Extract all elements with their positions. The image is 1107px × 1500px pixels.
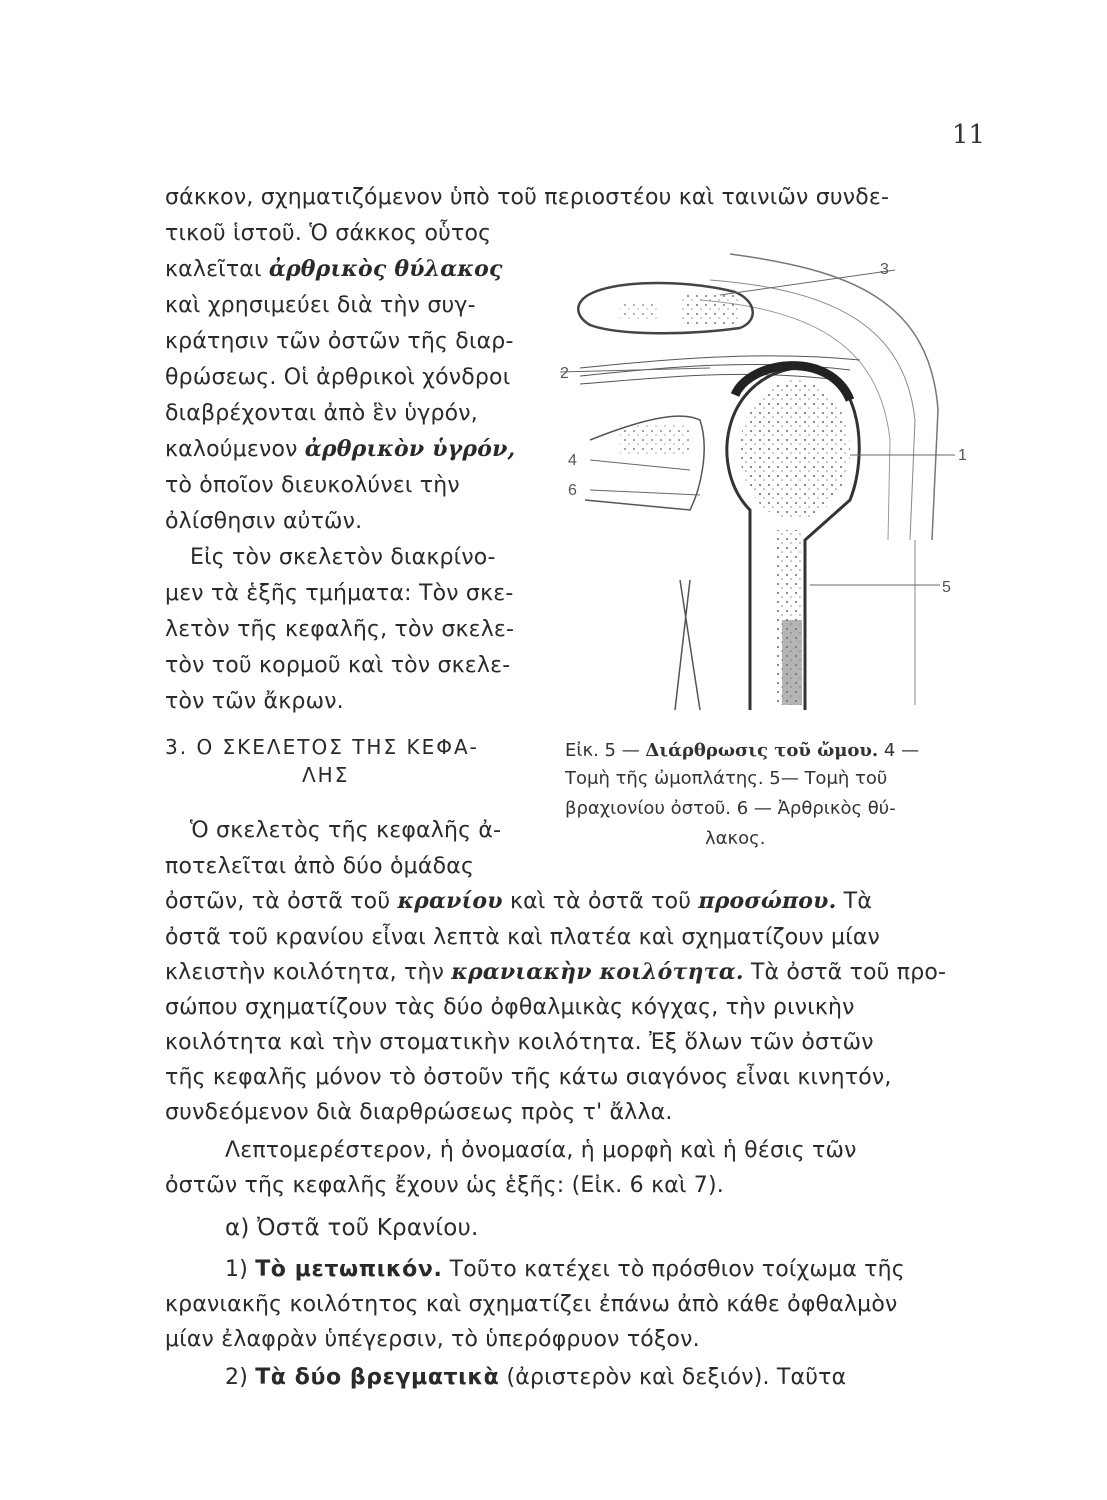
emphasis-term: κρανίου xyxy=(397,888,503,914)
figure-label: 1 xyxy=(958,447,967,464)
paragraph-line: διαβρέχονται ἀπὸ ἓν ὑγρόν, xyxy=(165,401,478,426)
caption-text: Εἰκ. 5 — xyxy=(565,740,646,761)
paragraph-line: Εἰς τὸν σκελετὸν διακρίνο- xyxy=(190,545,496,570)
paragraph-line: ποτελεῖται ἀπὸ δύο ὁμάδας xyxy=(165,854,475,879)
scapula-outline xyxy=(675,580,700,710)
paragraph-line: συνδεόμενον διὰ διαρθρώσεως πρὸς τ' ἄλλα. xyxy=(165,1100,673,1125)
subheading: α) Ὀστᾶ τοῦ Κρανίου. xyxy=(225,1215,479,1241)
section-heading: 3. Ο ΣΚΕΛΕΤΟΣ ΤΗΣ ΚΕΦΑ- xyxy=(165,735,479,759)
page-number: 11 xyxy=(952,120,986,150)
text-run: κλειστὴν κοιλότητα, τὴν xyxy=(165,960,452,985)
section-heading-continued: ΛΗΣ xyxy=(302,763,350,787)
paragraph-line: τὸν τῶν ἄκρων. xyxy=(165,689,344,714)
figure-label: 5 xyxy=(942,579,951,596)
text-run: ὀστῶν, τὰ ὀστᾶ τοῦ xyxy=(165,889,398,914)
text-run: Τὰ xyxy=(836,889,873,914)
paragraph-line xyxy=(165,434,515,465)
paragraph-line: τῆς κεφαλῆς μόνον τὸ ὀστοῦν τῆς κάτω σιαγόνος εἶναι κινητόν, xyxy=(165,1065,892,1090)
paragraph-line: ὀστᾶ τοῦ κρανίου εἶναι λεπτὰ καὶ πλατέα καὶ σχηματίζουν μίαν xyxy=(165,925,881,950)
paragraph-line: κοιλότητα καὶ τὴν στοματικὴν κοιλότητα. Ἐξ ὅλων τῶν ὀστῶν xyxy=(165,1030,874,1055)
paragraph-line xyxy=(165,886,872,917)
list-item xyxy=(225,1254,905,1285)
list-item xyxy=(225,1362,846,1393)
text-run: (ἀριστερὸν καὶ δεξιόν). Ταῦτα xyxy=(499,1365,847,1390)
caption-title: Διάρθρωσις τοῦ ὤμου. xyxy=(645,740,879,761)
emphasis-term: κρανιακὴν κοιλότητα. xyxy=(451,959,744,985)
figure-caption: βραχιονίου ὀστοῦ. 6 — Ἀρθρικὸς θύ- xyxy=(565,798,896,819)
figure-label: 6 xyxy=(568,482,577,499)
shoulder-joint-figure xyxy=(560,240,980,720)
figure-label: 3 xyxy=(880,261,889,278)
paragraph-line: ὀστῶν τῆς κεφαλῆς ἔχουν ὡς ἑξῆς: (Εἰκ. 6 καὶ 7). xyxy=(165,1173,724,1198)
emphasis-term: προσώπου. xyxy=(698,888,837,914)
figure-caption: λακος. xyxy=(705,828,766,849)
paragraph-line: τὸ ὁποῖον διευκολύνει τὴν xyxy=(165,473,460,498)
text-run: καὶ τὰ ὀστᾶ τοῦ xyxy=(502,889,699,914)
paragraph-line: τὸν τοῦ κορμοῦ καὶ τὸν σκελε- xyxy=(165,653,511,678)
text-run: καλεῖται xyxy=(165,257,269,282)
emphasis-term: ἀρθρικὸν ὑγρόν, xyxy=(304,436,516,462)
paragraph-line: θρώσεως. Οἱ ἀρθρικοὶ χόνδροι xyxy=(165,365,511,390)
paragraph-line: ὀλίσθησιν αὐτῶν. xyxy=(165,509,363,534)
figure-label: 2 xyxy=(560,365,569,382)
text-run: καλούμενον xyxy=(165,437,305,462)
emphasis-term: ἀρθρικὸς θύλακος xyxy=(268,256,503,282)
paragraph-line xyxy=(165,254,503,285)
paragraph-line: μεν τὰ ἑξῆς τμήματα: Τὸν σκε- xyxy=(165,581,514,606)
item-term: Τὰ δύο βρεγματικὰ xyxy=(255,1365,500,1390)
paragraph-line: λετὸν τῆς κεφαλῆς, τὸν σκελε- xyxy=(165,617,515,642)
paragraph-line: Λεπτομερέστερον, ἡ ὀνομασία, ἡ μορφὴ καὶ ἡ θέσις τῶν xyxy=(225,1138,857,1163)
paragraph-line xyxy=(165,957,946,988)
paragraph-line: καὶ χρησιμεύει διὰ τὴν συγ- xyxy=(165,293,476,318)
paragraph-line: σώπου σχηματίζουν τὰς δύο ὀφθαλμικὰς κόγχας, τὴν ρινικὴν xyxy=(165,995,855,1020)
item-term: Τὸ μετωπικόν. xyxy=(255,1257,443,1282)
paragraph-line: μίαν ἐλαφρὰν ὑπέγερσιν, τὸ ὑπερόφρυον τόξον. xyxy=(165,1327,700,1352)
figure-caption: Τομὴ τῆς ὠμοπλάτης. 5— Τομὴ τοῦ xyxy=(565,768,888,789)
paragraph-line: κρανιακῆς κοιλότητος καὶ σχηματίζει ἐπάνω ἀπὸ κάθε ὀφθαλμὸν xyxy=(165,1292,898,1317)
figure-caption xyxy=(565,738,919,763)
caption-text: 4 — xyxy=(878,740,920,761)
item-number: 1) xyxy=(225,1257,248,1282)
paragraph-line: τικοῦ ἱστοῦ. Ὁ σάκκος οὗτος xyxy=(165,221,492,246)
text-run: Τὰ ὀστᾶ τοῦ προ- xyxy=(743,960,947,985)
text-run: Τοῦτο κατέχει τὸ πρόσθιον τοίχωμα τῆς xyxy=(442,1257,905,1282)
paragraph-line: Ὁ σκελετὸς τῆς κεφαλῆς ἀ- xyxy=(190,818,502,843)
paragraph-line: κράτησιν τῶν ὀστῶν τῆς διαρ- xyxy=(165,329,514,354)
item-number: 2) xyxy=(225,1365,248,1390)
paragraph-line: σάκκον, σχηματιζόμενον ὑπὸ τοῦ περιοστέου καὶ ταινιῶν συνδε- xyxy=(165,185,890,210)
figure-label: 4 xyxy=(568,452,577,469)
